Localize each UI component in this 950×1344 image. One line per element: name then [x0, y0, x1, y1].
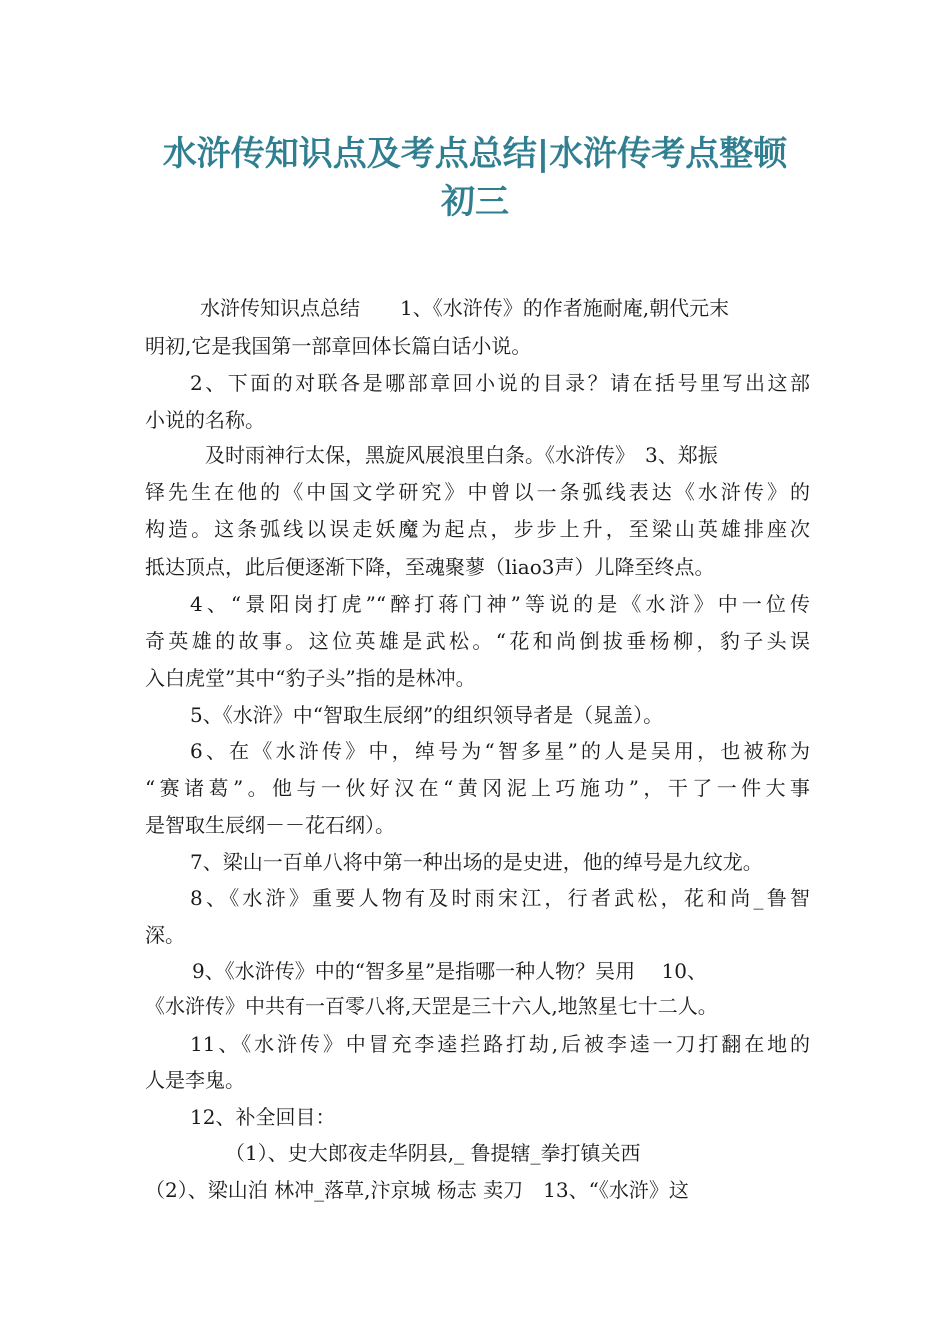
body-line: 小说的名称。	[145, 408, 265, 432]
body-line: 7、梁山一百单八将中第一种出场的是史进，他的绰号是九纹龙。	[190, 850, 763, 874]
body-line: 入白虎堂”其中“豹子头”指的是林冲。	[145, 666, 476, 690]
document-title-line-2: 初三	[441, 182, 509, 222]
body-line: 水浒传知识点总结 1、《水浒传》的作者施耐庵,朝代元末	[200, 296, 730, 320]
body-line: 4、“景阳岗打虎”“醉打蒋门神”等说的是《水浒》中一位传	[190, 592, 810, 616]
body-line: 5、《水浒》中“智取生辰纲”的组织领导者是（晁盖）。	[190, 703, 664, 727]
body-line: 明初,它是我国第一部章回体长篇白话小说。	[145, 334, 532, 358]
body-line: 2、下面的对联各是哪部章回小说的目录？请在括号里写出这部	[190, 371, 810, 395]
body-line: 12、补全回目：	[190, 1105, 336, 1129]
body-line: 6、在《水浒传》中，绰号为“智多星”的人是吴用，也被称为	[190, 739, 810, 763]
body-line: 及时雨神行太保，黑旋风展浪里白条。《水浒传》 3、郑振	[205, 443, 718, 467]
body-line: 是智取生辰纲－－花石纲）。	[145, 813, 395, 837]
body-line: 《水浒传》中共有一百零八将,天罡是三十六人,地煞星七十二人。	[145, 994, 718, 1018]
body-line: 8、《水浒》重要人物有及时雨宋江，行者武松，花和尚_鲁智	[190, 886, 810, 910]
body-line: “赛诸葛”。他与一伙好汉在“黄冈泥上巧施功”，干了一件大事	[145, 776, 810, 800]
document-title-line-1: 水浒传知识点及考点总结|水浒传考点整顿	[162, 134, 788, 174]
body-line: 11、《水浒传》中冒充李逵拦路打劫,后被李逵一刀打翻在地的	[190, 1032, 810, 1056]
body-line: 铎先生在他的《中国文学研究》中曾以一条弧线表达《水浒传》的	[145, 480, 810, 504]
body-line: （2）、梁山泊 林冲_落草,汴京城 杨志 卖刀 13、“《水浒》这	[145, 1178, 689, 1202]
body-line: 9、《水浒传》中的“智多星”是指哪一种人物？吴用 10、	[192, 959, 707, 983]
body-line: 人是李鬼。	[145, 1068, 245, 1092]
body-line: 奇英雄的故事。这位英雄是武松。“花和尚倒拔垂杨柳，豹子头误	[145, 629, 810, 653]
body-line: 抵达顶点，此后便逐渐下降，至魂聚蓼（liao3声）儿降至终点。	[145, 555, 715, 579]
body-line: （1）、史大郎夜走华阴县,_ 鲁提辖_拳打镇关西	[225, 1141, 641, 1165]
body-line: 深。	[145, 923, 185, 947]
body-line: 构造。这条弧线以误走妖魔为起点，步步上升，至梁山英雄排座次	[145, 517, 810, 541]
